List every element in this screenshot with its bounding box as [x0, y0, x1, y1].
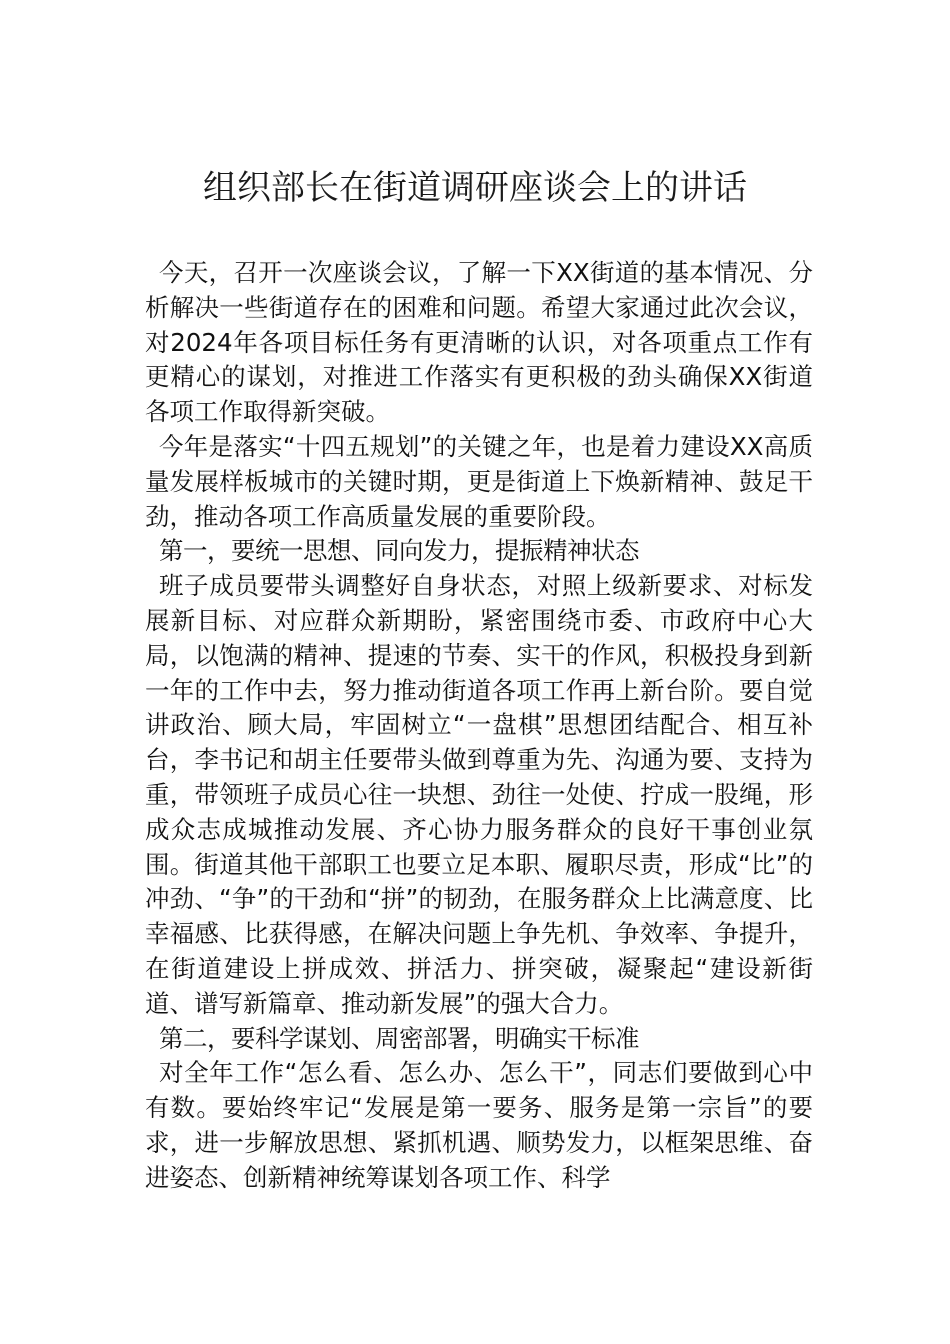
paragraph-context: 今年是落实“十四五规划”的关键之年，也是着力建设XX高质量发展样板城市的关键时期，更是街道上下焕新精神、鼓足干劲，推动各项工作高质量发展的重要阶段。 [145, 431, 813, 531]
section-heading-1: 第一，要统一思想、同向发力，提振精神状态 [159, 536, 639, 566]
paragraph-intro: 今天，召开一次座谈会议，了解一下XX街道的基本情况、分析解决一些街道存在的困难和问题。希望大家通过此次会议，对2024年各项目标任务有更清晰的认识，对各项重点工作有更精心的谋划，对推进工作落实有更积极的劲头确保XX街道各项工作取得新突破。 [145, 258, 813, 427]
section-body-2: 对全年工作“怎么看、怎么办、怎么干”，同志们要做到心中有数。要始终牢记“发展是第一要务、服务是第一宗旨”的要求，进一步解放思想、紧抓机遇、顺势发力，以框架思维、奋进姿态、创新精神统筹谋划各项工作、科学 [145, 1058, 813, 1192]
document-title: 组织部长在街道调研座谈会上的讲话 [203, 168, 747, 208]
document-body [145, 256, 813, 1196]
section-body-1: 班子成员要带头调整好自身状态，对照上级新要求、对标发展新目标、对应群众新期盼，紧密围绕市委、市政府中心大局，以饱满的精神、提速的节奏、实干的作风，积极投身到新一年的工作中去，努力推动街道各项工作再上新台阶。要自觉讲政治、顾大局，牢固树立“一盘棋”思想团结配合、相互补台，李书记和胡主任要带头做到尊重为先、沟通为要、支持为重，带领班子成员心往一块想、劲往一处使、拧成一股绳，形成众志成城推动发展、齐心协力服务群众的良好干事创业氛围。街道其他干部职工也要立足本职、履职尽责，形成“比”的冲劲、“争”的干劲和“拼”的韧劲，在服务群众上比满意度、比幸福感、比获得感，在解决问题上争先机、争效率、争提升，在街道建设上拼成效、拼活力、拼突破，凝聚起“建设新街道、谱写新篇章、推动新发展”的强大合力。 [145, 571, 813, 1018]
section-heading-2: 第二，要科学谋划、周密部署，明确实干标准 [159, 1023, 639, 1053]
